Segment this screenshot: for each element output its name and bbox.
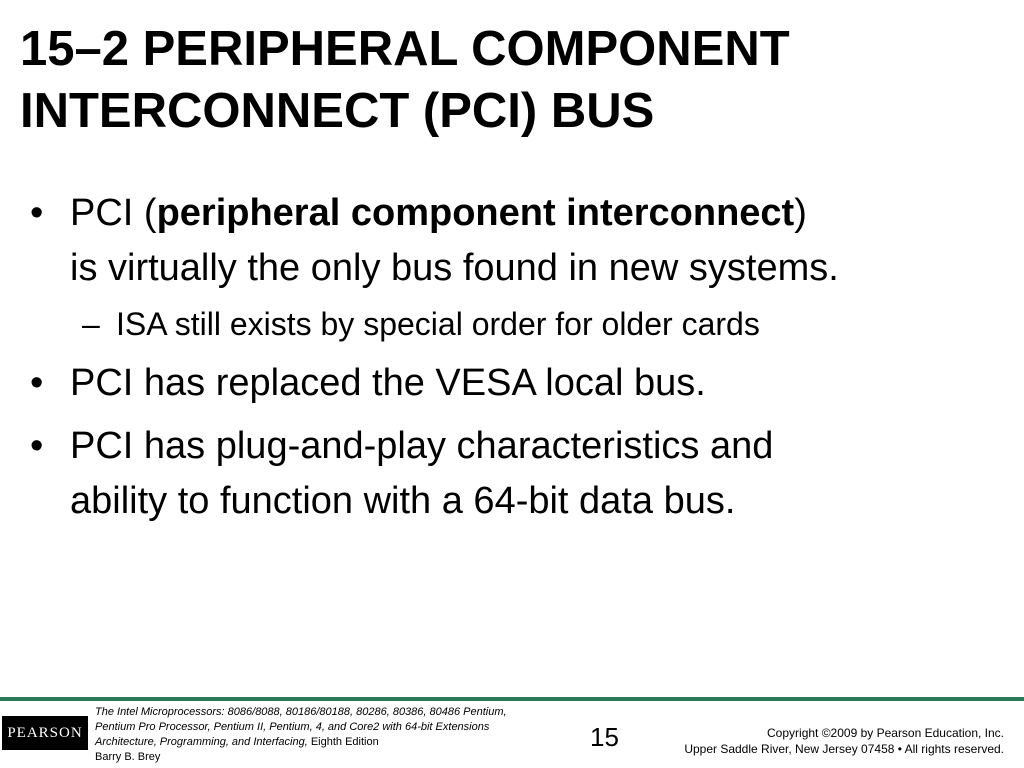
book-citation-line1 (95, 705, 507, 720)
slide-title (20, 18, 1010, 142)
bullet-marker: • (30, 425, 44, 467)
pearson-logo (2, 716, 88, 750)
bullet-text-prefix: PCI ( (70, 192, 157, 234)
page-number: 15 (590, 722, 619, 752)
bullet-marker: • (30, 362, 44, 404)
sub-bullet-marker: – (82, 306, 100, 342)
bullet-text-suffix: ) (794, 192, 807, 234)
copyright-notice (684, 725, 1004, 757)
bullet-marker: • (30, 192, 44, 234)
bullet-line (70, 186, 1010, 241)
book-author: Barry B. Brey (95, 751, 161, 763)
bullet-plug-and-play (30, 419, 1010, 529)
book-edition: Eighth Edition (307, 736, 379, 748)
book-subtitle-part2: Pentium Pro Processor, Pentium II, Pentium, 4, and Core2 with 64-bit Extensions (95, 721, 490, 733)
book-citation-line3 (95, 735, 507, 750)
bullet-vesa (30, 356, 1010, 411)
book-subtitle-part1: 8086/8088, 80186/80188, 80286, 80386, 80486 Pentium, (224, 706, 507, 718)
bullet-pci-definition (30, 186, 1010, 296)
copyright-line2: Upper Saddle River, New Jersey 07458 • All rights reserved. (684, 742, 1004, 756)
bullet-bold-term: peripheral component interconnect (156, 192, 795, 234)
bullet-text-line2: is virtually the only bus found in new systems. (70, 247, 839, 289)
book-citation-line2 (95, 720, 507, 735)
book-title: The Intel Microprocessors: (95, 706, 225, 718)
sub-bullet-text: ISA still exists by special order for older cards (116, 306, 760, 342)
bullet-text-line2: ability to function with a 64-bit data bus. (70, 480, 736, 522)
slide-content (30, 186, 1010, 537)
slide-title-line2: INTERCONNECT (PCI) BUS (20, 84, 655, 138)
book-citation (95, 705, 507, 765)
pearson-logo-text: PEARSON (7, 724, 83, 741)
bullet-text: PCI has replaced the VESA local bus. (70, 362, 706, 404)
slide-title-line1: 15–2 PERIPHERAL COMPONENT (20, 22, 790, 76)
copyright-line1: Copyright ©2009 by Pearson Education, Inc. (767, 726, 1004, 740)
footer-divider (0, 697, 1024, 701)
bullet-text-line1: PCI has plug-and-play characteristics and (70, 425, 774, 467)
book-subtitle-part3: Architecture, Programming, and Interfacing, (95, 736, 308, 748)
sub-bullet-isa (30, 304, 1010, 344)
